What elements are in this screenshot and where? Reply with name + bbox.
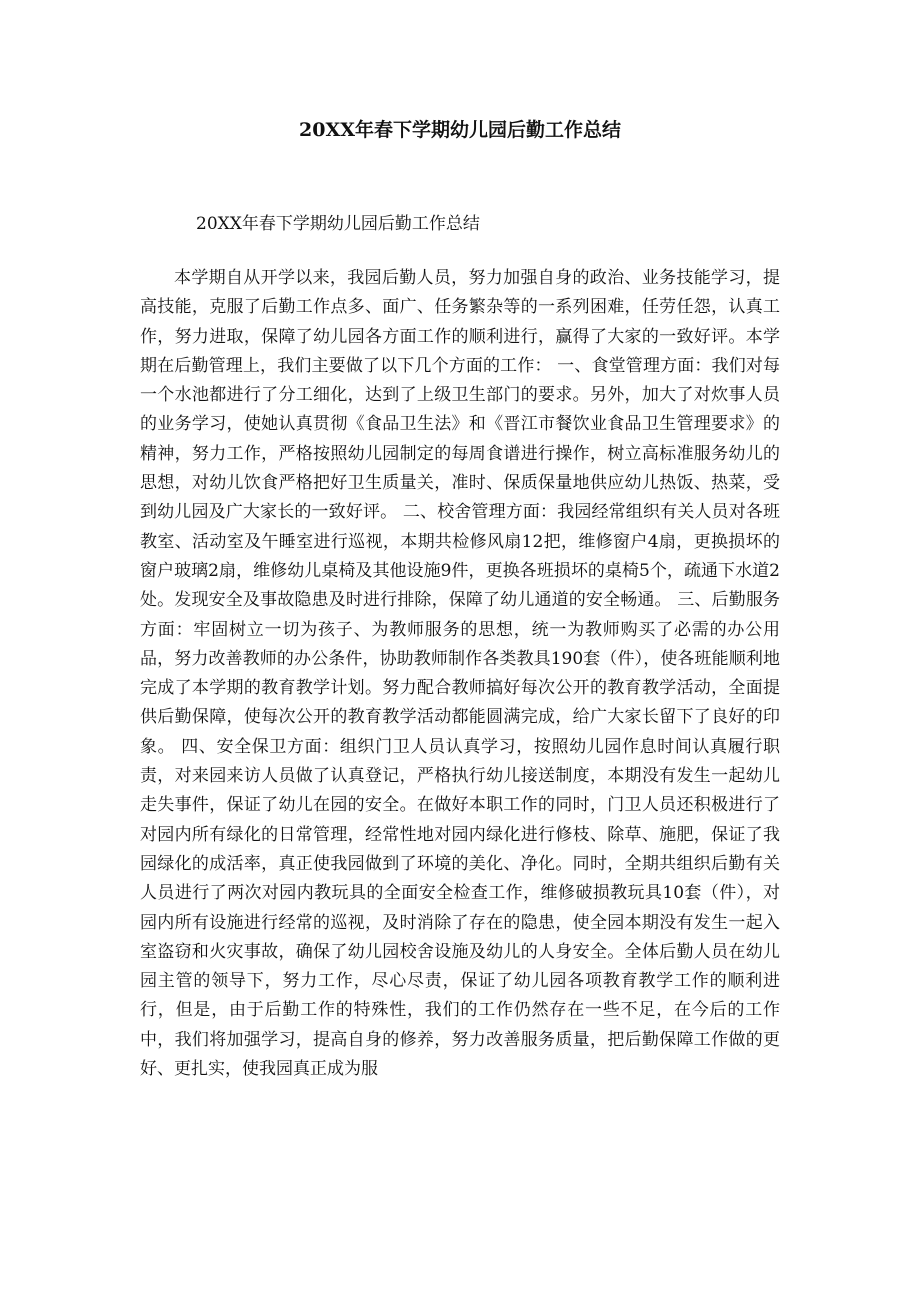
document-body-paragraph: 本学期自从开学以来，我园后勤人员，努力加强自身的政治、业务技能学习，提高技能，克服了后勤工作点多、面广、任务繁杂等的一系列困难，任劳任怨，认真工作，努力进取，保障了幼儿园各方面工作的顺利进行，赢得了大家的一致好评。本学期在后勤管理上，我们主要做了以下几个方面的工作： 一、食堂管理方面：我们对每一个水池都进行了分工细化，达到了上级卫生部门的要求。另外，加大了对炊事人员的业务学习，使她认真贯彻《食品卫生法》和《晋江市餐饮业食品卫生管理要求》的精神，努力工作，严格按照幼儿园制定的每周食谱进行操作，树立高标准服务幼儿的思想，对幼儿饮食严格把好卫生质量关，准时、保质保量地供应幼儿热饭、热菜，受到幼儿园及广大家长的一致好评。 二、校舍管理方面：我园经常组织有关人员对各班教室、活动室及午睡室进行巡视，本期共检修风扇12把，维修窗户4扇，更换损坏的窗户玻璃2扇，维修幼儿桌椅及其他设施9件，更换各班损坏的桌椅5个，疏通下水道2处。发现安全及事故隐患及时进行排除，保障了幼儿通道的安全畅通。 三、后勤服务方面：牢固树立一切为孩子、为教师服务的思想，统一为教师购买了必需的办公用品，努力改善教师的办公条件，协助教师制作各类教具190套（件），使各班能顺利地完成了本学期的教育教学计划。努力配合教师搞好每次公开的教育教学活动，全面提供后勤保障，使每次公开的教育教学活动都能圆满完成，给广大家长留下了良好的印象。 四、安全保卫方面：组织门卫人员认真学习，按照幼儿园作息时间认真履行职责，对来园来访人员做了认真登记，严格执行幼儿接送制度，本期没有发生一起幼儿走失事件，保证了幼儿在园的安全。在做好本职工作的同时，门卫人员还积极进行了对园内所有绿化的日常管理，经常性地对园内绿化进行修枝、除草、施肥，保证了我园绿化的成活率，真正使我园做到了环境的美化、净化。同时，全期共组织后勤有关人员进行了两次对园内教玩具的全面安全检查工作，维修破损教玩具10套（件），对园内所有设施进行经常的巡视，及时消除了存在的隐患，使全园本期没有发生一起入室盗窃和火灾事故，确保了幼儿园校舍设施及幼儿的人身安全。全体后勤人员在幼儿园主管的领导下，努力工作，尽心尽责，保证了幼儿园各项教育教学工作的顺利进行，但是，由于后勤工作的特殊性，我们的工作仍然存在一些不足，在今后的工作中，我们将加强学习，提高自身的修养，努力改善服务质量，把后勤保障工作做的更好、更扎实，使我园真正成为服 — [140, 268, 780, 1080]
document-subtitle: 20XX年春下学期幼儿园后勤工作总结 — [196, 214, 480, 234]
document-title: 20XX年春下学期幼儿园后勤工作总结 — [299, 119, 621, 141]
